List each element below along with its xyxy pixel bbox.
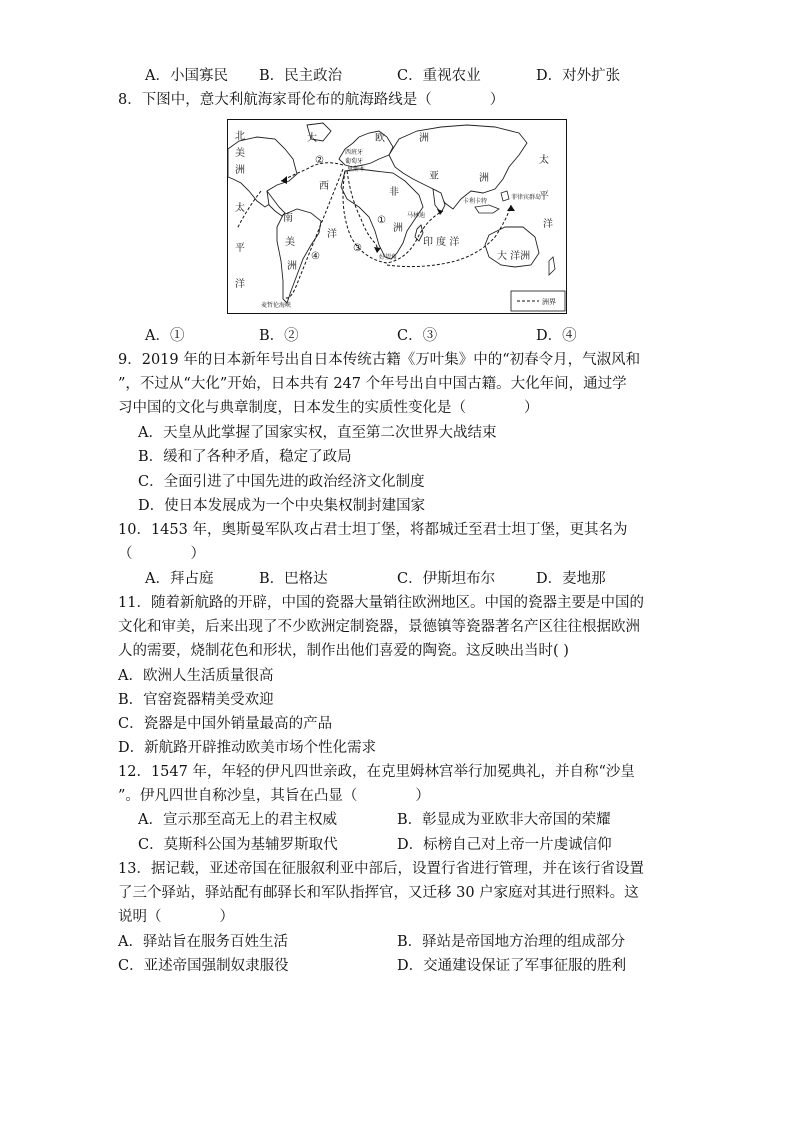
map-label-europe-2: 洲 [419,133,429,144]
q11-option-d: D．新航路开辟推动欧美市场个性化需求 [118,740,377,756]
map-label-asia-1: 亚 [429,171,439,182]
map-label-calicut: 卡利卡特 [463,198,488,205]
map-label-malindi: 马林迪 [407,212,426,219]
map-label-north-america-1: 北 [235,131,245,142]
map-label-europe-1: 欧 [375,133,385,144]
q12-option-d: D．标榜自己对上帝一片虔诚信仰 [397,837,612,853]
map-label-pacific-right-2: 平 [539,191,549,202]
q11-option-b: B．官窑瓷器精美受欢迎 [118,692,274,708]
map-label-asia-2: 洲 [479,173,489,184]
q10-option-a: A．拜占庭 [145,571,214,587]
map-label-africa-2: 洲 [393,223,403,234]
q11-stem-line-3: 人的需要，烧制花色和形状，制作出他们喜爱的陶瓷。这反映出当时( ) [118,643,569,659]
q7-option-c: C．重视农业 [397,68,481,84]
q12-option-b: B．彰显成为亚欧非大帝国的荣耀 [397,812,611,828]
map-label-pacific-left-3: 洋 [235,279,245,290]
q12-option-c: C．莫斯科公国为基辅罗斯取代 [138,837,338,853]
map-label-philippines: 菲律宾群岛 [511,194,542,201]
q9-option-c: C．全面引进了中国先进的政治经济文化制度 [138,474,425,490]
map-label-africa-1: 非 [389,187,399,198]
q7-option-a: A．小国寡民 [145,68,228,84]
q8-option-b: B．② [259,328,299,344]
map-route-2: ② [315,155,324,166]
q10-option-b: B．巴格达 [259,571,328,587]
map-label-pacific-right-3: 洋 [543,219,553,230]
map-label-atlantic-1: 大 [307,133,317,144]
q12-stem-line-2: ”。伊凡四世自称沙皇，其旨在凸显（ ） [118,788,430,804]
map-label-atlantic-3: 洋 [327,229,337,240]
map-label-spain: 西班牙 [345,149,364,156]
map-route-3: ③ [353,243,362,254]
q10-stem-line-2: （ ） [118,546,205,562]
map-label-south-america-3: 洲 [287,261,297,272]
map-label-oceania: 大 洋洲 [497,251,531,262]
map-route-1: ① [377,215,386,226]
q12-stem-line-1: 12．1547 年，年轻的伊凡四世亲政，在克里姆林宫举行加冕典礼，并自称“沙皇 [118,764,635,780]
map-route-4: ④ [311,251,320,262]
q9-option-a: A．天皇从此掌握了国家实权，直至第二次世界大战结束 [138,425,497,441]
q11-option-a: A．欧洲人生活质量很高 [118,668,274,684]
q11-option-c: C．瓷器是中国外销量最高的产品 [118,716,333,732]
q7-option-d: D．对外扩张 [536,68,621,84]
q13-option-a: A．驿站旨在服务百姓生活 [118,934,288,950]
q8-option-c: C．③ [397,328,438,344]
q9-stem-line-1: 9．2019 年的日本新年号出自日本传统古籍《万叶集》中的“初春令月，气淑风和 [118,352,641,368]
q13-option-d: D．交通建设保证了军事征服的胜利 [397,958,627,974]
map-label-magellan-strait: 麦哲伦海峡 [261,302,292,309]
q7-option-b: B．民主政治 [259,68,343,84]
q9-stem-line-2: ”，不过从“大化”开始，日本共有 247 个年号出自中国古籍。大化年间，通过学 [118,376,627,392]
map-label-cape: 好望角 [379,254,398,261]
q11-stem-line-1: 11．随着新航路的开辟，中国的瓷器大量销往欧洲地区。中国的瓷器主要是中国的 [118,595,644,611]
q8-option-a: A．① [145,328,185,344]
q13-option-b: B．驿站是帝国地方治理的组成部分 [397,934,626,950]
map-legend-label: 洲界 [542,298,556,306]
q10-option-c: C．伊斯坦布尔 [397,571,496,587]
q13-stem-line-3: 说明（ ） [118,909,234,925]
map-label-south-america-1: 南 [283,213,293,224]
q13-option-c: C．亚述帝国强制奴隶服役 [118,958,289,974]
map-label-pacific-left-2: 平 [235,243,245,254]
map-label-south-america-2: 美 [285,237,295,248]
voyage-map [227,119,567,314]
map-label-lisbon: 里斯本 [347,166,366,173]
q12-option-a: A．宣示那至高无上的君主权威 [138,812,337,828]
q13-stem-line-1: 13．据记载，亚述帝国在征服叙利亚中部后，设置行省进行管理，并在该行省设置 [118,861,644,877]
map-label-atlantic-2: 西 [319,181,329,192]
q13-stem-line-2: 了三个驿站，驿站配有邮驿长和军队指挥官，又迁移 30 户家庭对其进行照料。这 [118,885,639,901]
q10-stem-line-1: 10．1453 年，奥斯曼军队攻占君士坦丁堡，将都城迁至君士坦丁堡，更其名为 [118,522,628,538]
q10-option-d: D．麦地那 [536,571,606,587]
q9-option-d: D．使日本发展成为一个中央集权制封建国家 [138,498,426,514]
q11-stem-line-2: 文化和审美，后来出现了不少欧洲定制瓷器，景德镇等瓷器著名产区往往根据欧洲 [118,619,640,635]
map-label-portugal: 葡萄牙 [345,158,364,165]
q9-stem-line-3: 习中国的文化与典章制度，日本发生的实质性变化是（ ） [118,400,539,416]
map-label-indian-ocean: 印 度 洋 [423,237,460,248]
map-label-north-america-3: 洲 [235,165,245,176]
map-label-north-america-2: 美 [235,148,245,159]
map-label-pacific-left-1: 太 [235,203,245,214]
q9-option-b: B．缓和了各种矛盾，稳定了政局 [138,449,352,465]
q8-stem: 8．下图中，意大利航海家哥伦布的航海路线是（ ） [118,92,505,108]
q8-option-d: D．④ [536,328,577,344]
map-label-pacific-right-1: 太 [539,155,549,166]
